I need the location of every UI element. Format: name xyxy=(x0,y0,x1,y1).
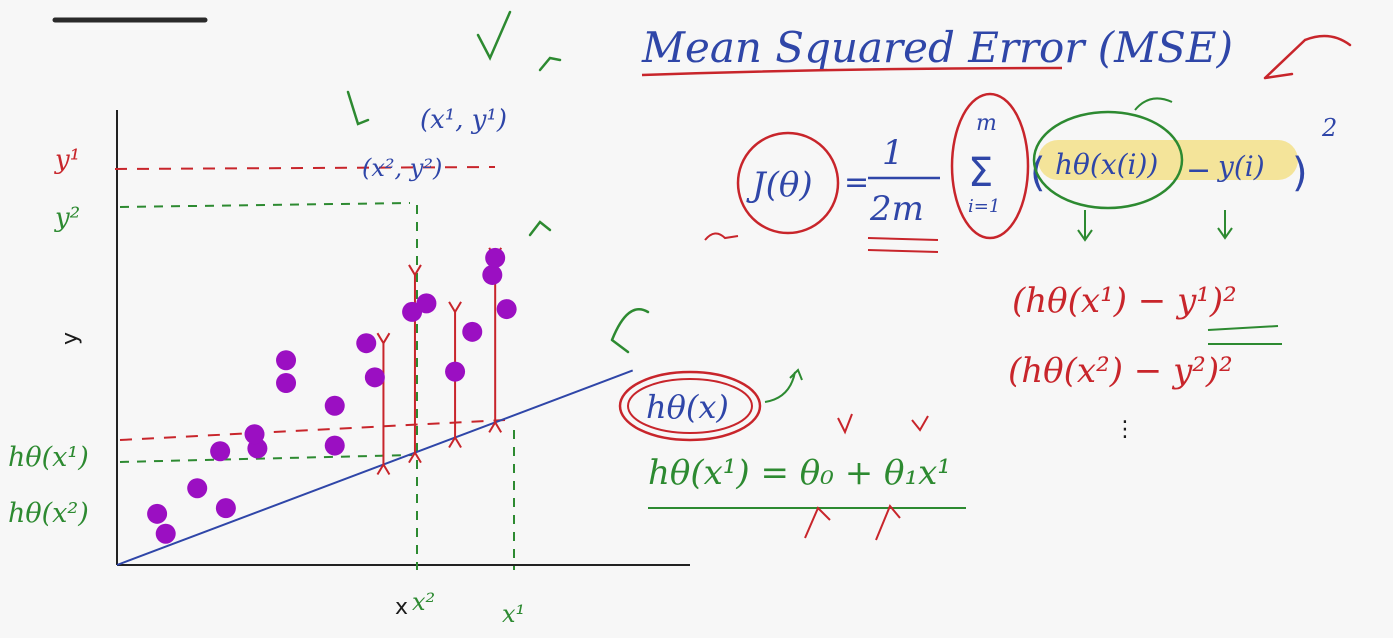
data-point-12 xyxy=(356,333,376,353)
tick-x2: x² xyxy=(412,588,436,616)
data-point-14 xyxy=(445,362,465,382)
red-guides xyxy=(115,167,505,440)
x-axis-label: x xyxy=(395,595,409,620)
equals-sign: = xyxy=(844,165,870,200)
hypothesis-arrow xyxy=(765,370,802,402)
hypothesis-label: hθ(x) xyxy=(646,388,729,426)
fraction-numerator: 1 xyxy=(882,133,904,173)
point-label-2: (x², y²) xyxy=(362,154,443,182)
prediction-arrow xyxy=(1135,98,1172,110)
sum-lower: i=1 xyxy=(968,196,1001,217)
prediction-down-arrow xyxy=(1078,210,1092,240)
residual-target: y(i) xyxy=(1218,150,1265,183)
theta1-up-arrow xyxy=(876,506,900,540)
scatter-points xyxy=(147,248,517,544)
arrow-mark-left xyxy=(348,92,368,124)
data-point-18 xyxy=(497,299,517,319)
data-point-17 xyxy=(462,322,482,342)
data-point-7 xyxy=(325,436,345,456)
data-point-19 xyxy=(482,265,502,285)
expansion-ellipsis: ⋮ xyxy=(1114,417,1136,442)
guide-y2 xyxy=(120,203,410,207)
page-title: Mean Squared Error (MSE) xyxy=(642,23,1233,72)
residual-arrowhead-1-2 xyxy=(377,333,389,343)
data-point-5 xyxy=(210,441,230,461)
sum-symbol: Σ xyxy=(968,150,994,196)
denominator-underline-1 xyxy=(868,238,938,240)
open-paren: ( xyxy=(1030,150,1046,196)
denominator-underline-2 xyxy=(868,250,938,252)
residual-arrows xyxy=(377,248,501,475)
tick-x1: x¹ xyxy=(502,600,526,628)
point-label-1: (x¹, y¹) xyxy=(420,105,508,135)
arrow-mark-line xyxy=(612,309,648,352)
residual-arrowhead-3-2 xyxy=(449,302,461,312)
data-point-9 xyxy=(325,396,345,416)
regression-line xyxy=(117,370,633,565)
data-point-3 xyxy=(216,498,236,518)
tick-h1: hθ(x¹) xyxy=(8,442,89,473)
check-mark-point xyxy=(530,222,550,235)
guide-h1 xyxy=(120,420,505,440)
data-point-4 xyxy=(187,478,207,498)
data-point-16 xyxy=(416,293,436,313)
residual-minus: − xyxy=(1186,153,1212,188)
y-axis-label: y xyxy=(58,331,83,345)
arrow-mark-title xyxy=(1265,36,1350,78)
data-point-1 xyxy=(156,524,176,544)
cost-function-lhs: J(θ) xyxy=(752,165,813,205)
fraction-denominator: 2m xyxy=(870,189,924,229)
data-point-2 xyxy=(147,504,167,524)
data-point-8 xyxy=(245,424,265,444)
tick-y1: y¹ xyxy=(55,145,81,175)
data-point-20 xyxy=(485,248,505,268)
theta0-check xyxy=(838,414,852,432)
hypothesis-equation: hθ(x¹) = θ₀ + θ₁x¹ xyxy=(648,453,951,493)
guide-h2 xyxy=(120,455,412,462)
residual-arrowhead-2-2 xyxy=(409,265,421,275)
sum-upper: m xyxy=(976,111,997,136)
data-point-10 xyxy=(276,373,296,393)
close-paren: ) xyxy=(1292,150,1308,196)
data-point-11 xyxy=(365,367,385,387)
scribble-mark xyxy=(705,233,738,240)
residual-prediction: hθ(x(i)) xyxy=(1055,148,1159,181)
residual-power: 2 xyxy=(1322,114,1338,142)
data-point-13 xyxy=(276,350,296,370)
tick-y2: y² xyxy=(55,203,81,233)
expansion-1: (hθ(x¹) − y¹)² xyxy=(1012,281,1237,321)
check-mark-small xyxy=(540,58,560,70)
tick-h2: hθ(x²) xyxy=(8,498,89,529)
check-mark-top xyxy=(478,12,510,58)
theta0-up-arrow xyxy=(805,508,830,538)
expansion-1-strike xyxy=(1208,326,1278,330)
expansion-2: (hθ(x²) − y²)² xyxy=(1008,351,1233,391)
target-down-arrow xyxy=(1218,210,1232,238)
theta1-check xyxy=(912,416,928,430)
